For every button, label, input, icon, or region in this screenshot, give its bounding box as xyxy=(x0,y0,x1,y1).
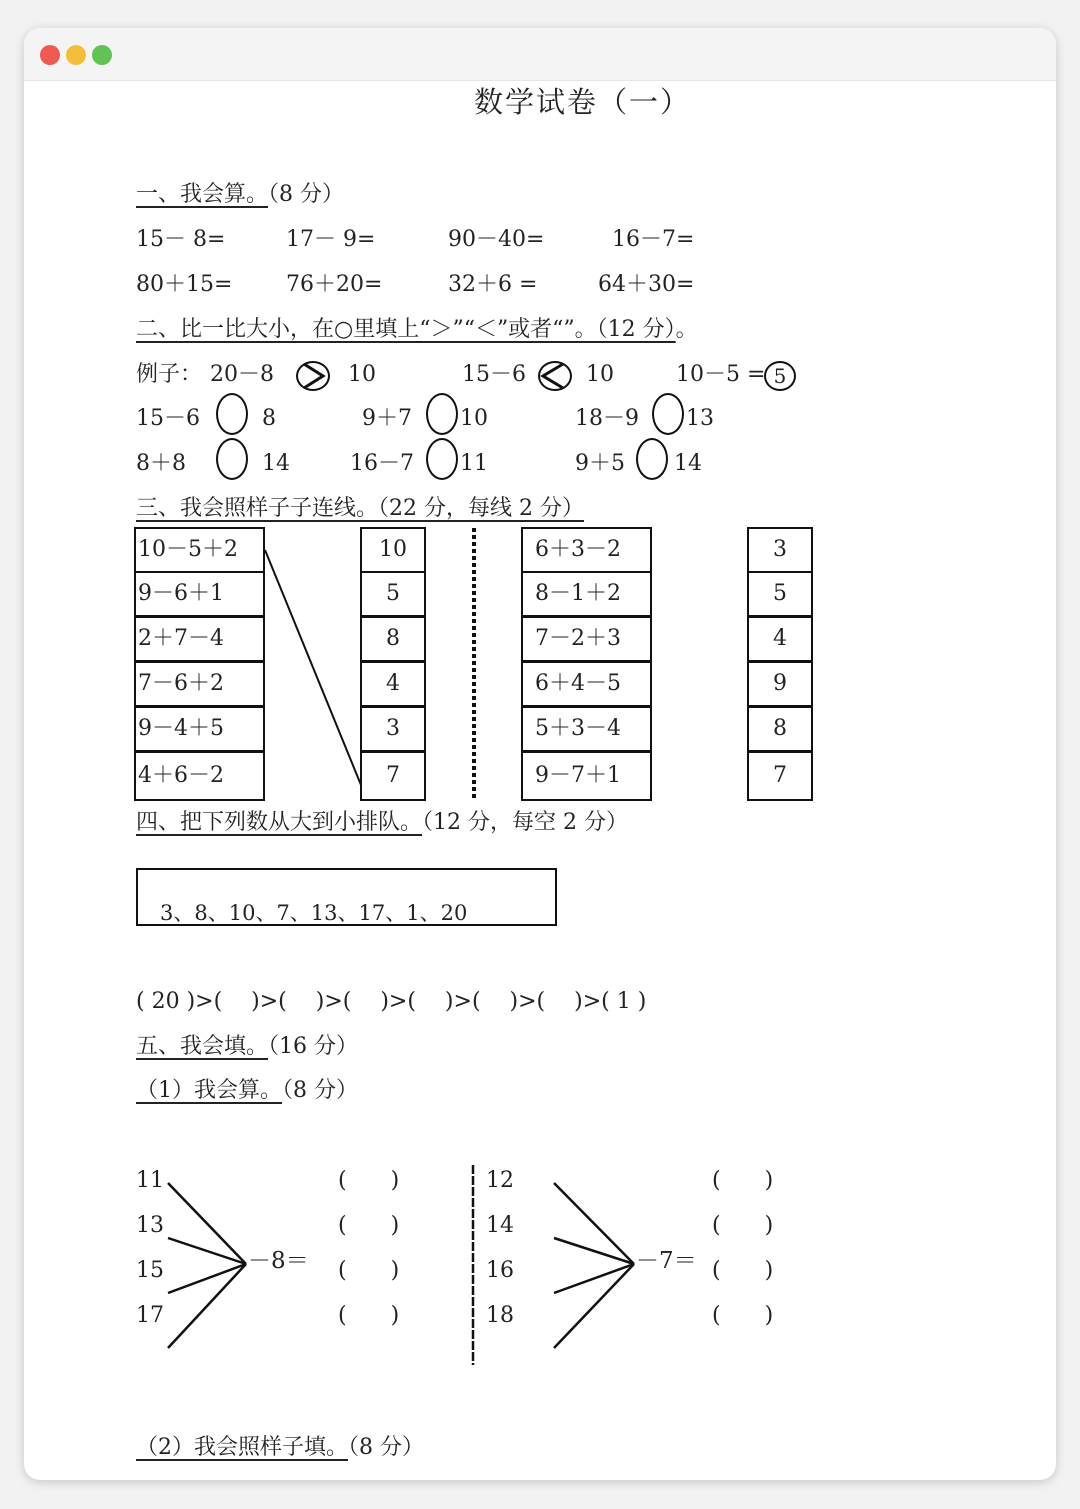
example-answer-circle: 5 xyxy=(764,361,796,391)
match-right-expr: 8－1＋2 xyxy=(521,571,652,617)
fan-number: 16 xyxy=(486,1258,514,1283)
example-right: 10 xyxy=(586,362,614,387)
calc-item: 17－ 9= xyxy=(286,227,376,252)
match-left-expr: 9－4＋5 xyxy=(134,706,265,752)
answer-blank[interactable]: ( ) xyxy=(338,1258,400,1283)
section5-heading-text: 五、我会填。 xyxy=(136,1034,269,1059)
example-right: 10 xyxy=(348,362,376,387)
compare-right: 11 xyxy=(460,451,488,476)
match-right-expr: 7－2＋3 xyxy=(521,616,652,662)
match-left-expr: 4＋6－2 xyxy=(134,751,265,801)
numbers-box xyxy=(136,868,557,926)
answer-blank[interactable]: ( ) xyxy=(712,1303,774,1328)
section3-heading-text: 三、我会照样子子连线。（22 分，每线 2 分） xyxy=(136,496,584,521)
part1-heading xyxy=(136,1080,358,1102)
example-circle xyxy=(538,361,572,391)
match-right-expr: 6＋4－5 xyxy=(521,661,652,707)
section4-heading-text: 四、把下列数从大到小排队。 xyxy=(136,810,423,835)
fan-line xyxy=(168,1264,246,1348)
calc-item: 15－ 8= xyxy=(136,227,226,252)
example-left: 20－8 xyxy=(210,362,274,387)
part2-heading xyxy=(136,1437,424,1459)
calc-item: 90－40= xyxy=(448,227,545,252)
example-circle xyxy=(296,361,330,391)
compare-right: 14 xyxy=(674,451,702,476)
part1-heading-text: （1）我会算。 xyxy=(136,1078,282,1103)
fan-number: 14 xyxy=(486,1213,514,1238)
compare-right: 13 xyxy=(686,406,714,431)
order-answer-line[interactable]: ( 20 )>( )>( )>( )>( )>( )>( )>( 1 ) xyxy=(136,989,647,1014)
match-right-expr: 6＋3－2 xyxy=(521,527,652,573)
compare-blank-circle[interactable] xyxy=(636,438,668,480)
match-left-answer: 3 xyxy=(360,706,426,752)
compare-blank-circle[interactable] xyxy=(216,438,248,480)
page-title: 数学试卷（一） xyxy=(474,85,692,119)
calc-item: 16－7= xyxy=(612,227,695,252)
compare-right: 14 xyxy=(262,451,290,476)
match-left-answer: 8 xyxy=(360,616,426,662)
section1-heading-text: 一、我会算。 xyxy=(136,182,269,207)
example-left: 15－6 xyxy=(462,362,526,387)
match-right-answer: 8 xyxy=(747,706,813,752)
calc-item: 32＋6 = xyxy=(448,272,538,297)
fan-line xyxy=(554,1238,634,1264)
match-right-answer: 7 xyxy=(747,751,813,801)
fan-line xyxy=(168,1183,246,1264)
answer-blank[interactable]: ( ) xyxy=(712,1168,774,1193)
fan-line xyxy=(168,1238,246,1264)
match-left-expr: 2＋7－4 xyxy=(134,616,265,662)
fan-line xyxy=(554,1264,634,1293)
answer-blank[interactable]: ( ) xyxy=(712,1213,774,1238)
section5-heading xyxy=(136,1036,358,1058)
section2-heading xyxy=(136,319,698,341)
example-label: 例子： xyxy=(136,362,203,387)
match-right-answer: 9 xyxy=(747,661,813,707)
match-right-expr: 9－7＋1 xyxy=(521,751,652,801)
calc-item: 80＋15= xyxy=(136,272,233,297)
compare-left: 16－7 xyxy=(350,451,414,476)
fan-number: 12 xyxy=(486,1168,514,1193)
match-left-answer: 4 xyxy=(360,661,426,707)
fan-number: 17 xyxy=(136,1303,164,1328)
example-match-line xyxy=(265,550,361,785)
numbers-list: 3、8、10、7、13、17、1、20 xyxy=(160,901,468,925)
fan-operator: －8＝ xyxy=(248,1248,309,1274)
calc-item: 76＋20= xyxy=(286,272,383,297)
match-right-answer: 3 xyxy=(747,527,813,573)
fan-operator: －7＝ xyxy=(636,1248,697,1274)
part2-heading-text: （2）我会照样子填。 xyxy=(136,1435,348,1460)
match-right-answer: 5 xyxy=(747,571,813,617)
compare-blank-circle[interactable] xyxy=(652,393,684,435)
section5-score: （16 分） xyxy=(268,1034,359,1059)
compare-left: 9＋5 xyxy=(575,451,625,476)
compare-blank-circle[interactable] xyxy=(426,438,458,480)
match-left-answer: 5 xyxy=(360,571,426,617)
section4-score: （12 分，每空 2 分） xyxy=(422,810,628,835)
answer-blank[interactable]: ( ) xyxy=(338,1303,400,1328)
match-right-expr: 5＋3－4 xyxy=(521,706,652,752)
fan-number: 15 xyxy=(136,1258,164,1283)
match-right-answer: 4 xyxy=(747,616,813,662)
section2-heading-text: 二、比一比大小，在○里填上“＞”“＜”或者“”。（12 分） xyxy=(136,317,676,342)
compare-blank-circle[interactable] xyxy=(216,393,248,435)
section1-heading xyxy=(136,184,344,206)
example-left: 10－5 = xyxy=(676,362,766,387)
match-left-expr: 9－6＋1 xyxy=(134,571,265,617)
section1-score: （8 分） xyxy=(268,182,345,207)
match-left-answer: 7 xyxy=(360,751,426,801)
section2-heading-suffix: 。 xyxy=(675,317,698,342)
compare-right: 10 xyxy=(460,406,488,431)
section3-heading xyxy=(136,498,584,520)
compare-blank-circle[interactable] xyxy=(426,393,458,435)
part2-score: （8 分） xyxy=(348,1435,424,1460)
match-left-expr: 10－5＋2 xyxy=(134,527,265,573)
fan-number: 18 xyxy=(486,1303,514,1328)
fan-number: 11 xyxy=(136,1168,164,1193)
match-left-answer: 10 xyxy=(360,527,426,573)
answer-blank[interactable]: ( ) xyxy=(338,1168,400,1193)
answer-blank[interactable]: ( ) xyxy=(712,1258,774,1283)
compare-left: 9＋7 xyxy=(362,406,412,431)
fan-line xyxy=(554,1183,634,1264)
compare-left: 15－6 xyxy=(136,406,200,431)
section4-heading xyxy=(136,812,628,834)
fan-line xyxy=(168,1264,246,1293)
answer-blank[interactable]: ( ) xyxy=(338,1213,400,1238)
match-left-expr: 7－6＋2 xyxy=(134,661,265,707)
fan-line xyxy=(554,1264,634,1348)
compare-right: 8 xyxy=(262,406,276,431)
compare-left: 18－9 xyxy=(575,406,639,431)
part1-score: （8 分） xyxy=(282,1078,358,1103)
fan-number: 13 xyxy=(136,1213,164,1238)
compare-left: 8＋8 xyxy=(136,451,186,476)
calc-item: 64＋30= xyxy=(598,272,695,297)
